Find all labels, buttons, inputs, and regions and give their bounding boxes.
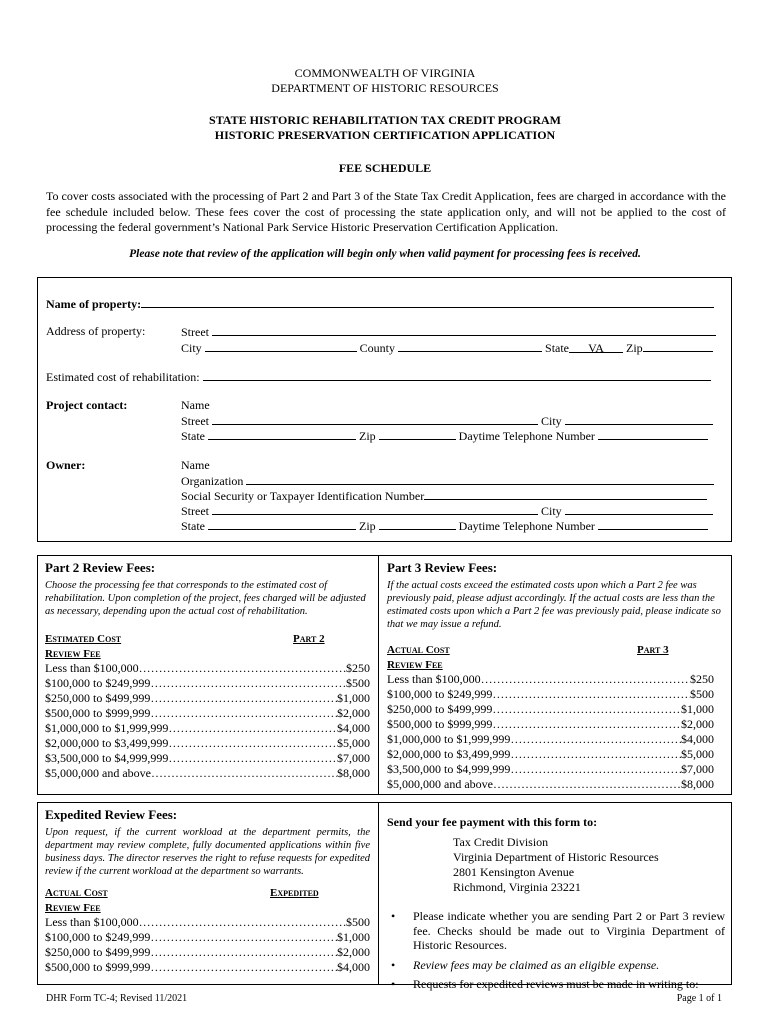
- fee-leader-dots: [139, 915, 346, 930]
- contact-phone-field[interactable]: [598, 428, 708, 440]
- owner-organization-row: [181, 473, 714, 488]
- fee-range: $500,000 to $999,999: [45, 960, 151, 974]
- commonwealth-line: COMMONWEALTH OF VIRGINIA: [294, 66, 476, 80]
- fee-row: [45, 706, 370, 721]
- fee-row: [45, 766, 370, 781]
- part3-fee-list: [387, 672, 725, 792]
- fee-row: [45, 945, 370, 960]
- fee-amount: $2,000: [337, 945, 370, 959]
- fee-leader-dots: [510, 732, 681, 747]
- part2-fee-list: [45, 661, 370, 781]
- fee-amount: $250: [690, 672, 714, 686]
- part2-head-right: Part 2: [293, 633, 325, 645]
- contact-phone-label: Daytime Telephone Number: [458, 429, 595, 443]
- fee-leader-dots: [492, 702, 681, 717]
- part3-head-right: Part 3: [637, 644, 669, 656]
- payment-bullets: [391, 909, 725, 992]
- fee-amount: $4,000: [337, 960, 370, 974]
- owner-state-field[interactable]: [208, 518, 356, 530]
- fee-row: [387, 747, 714, 762]
- part2-head-sub: Review Fee: [45, 648, 101, 660]
- state-label: State: [545, 341, 570, 355]
- page-number: Page 1 of 1: [676, 993, 722, 1004]
- expedited-divider: [378, 803, 379, 984]
- fee-range: $2,000,000 to $3,499,999: [45, 736, 169, 750]
- project-contact-label: Project contact:: [46, 398, 128, 412]
- owner-state-label: State: [181, 519, 205, 533]
- owner-street-label: Street: [181, 504, 209, 518]
- contact-city-label: City: [541, 414, 562, 428]
- fee-row: [387, 732, 714, 747]
- property-street-row: [181, 324, 716, 339]
- expedited-head-sub: Review Fee: [45, 902, 101, 914]
- contact-zip-label: Zip: [359, 429, 376, 443]
- part2-section: [45, 560, 370, 781]
- fee-amount: $1,000: [337, 930, 370, 944]
- owner-zip-field[interactable]: [379, 518, 456, 530]
- fee-range: Less than $100,000: [387, 672, 481, 686]
- bullet-text: Please indicate whether you are sending Part 2 or Part 3 review fee. Checks should be made out to Virginia Department of Historic Resources.: [413, 909, 725, 952]
- owner-ssn-row: [181, 488, 707, 503]
- fee-row: [45, 691, 370, 706]
- owner-street-row: [181, 503, 713, 518]
- fee-row: [387, 777, 714, 792]
- street-label: Street: [181, 325, 209, 339]
- fee-schedule-heading: FEE SCHEDULE: [338, 161, 432, 175]
- fee-amount: $7,000: [337, 751, 370, 765]
- address-of-property-label: Address of property:: [46, 324, 146, 338]
- bullet-icon: •: [391, 909, 396, 923]
- owner-name-label: Name: [181, 458, 210, 472]
- program-title-line2: HISTORIC PRESERVATION CERTIFICATION APPLICATION: [214, 128, 556, 142]
- expedited-title: Expedited Review Fees:: [45, 807, 178, 822]
- contact-state-row: [181, 428, 708, 443]
- contact-state-label: State: [181, 429, 205, 443]
- fee-range: $1,000,000 to $1,999,999: [387, 732, 511, 746]
- part3-title: Part 3 Review Fees:: [387, 560, 498, 575]
- part2-head-left: Estimated Cost: [45, 633, 122, 645]
- fee-row: [45, 915, 370, 930]
- address-line1: Tax Credit Division: [453, 835, 549, 849]
- fee-leader-dots: [168, 736, 337, 751]
- fee-amount: $1,000: [337, 691, 370, 705]
- fee-leader-dots: [150, 706, 337, 721]
- address-line2: Virginia Department of Historic Resources: [453, 850, 659, 864]
- fee-leader-dots: [492, 687, 690, 702]
- part3-table-header: [387, 643, 725, 657]
- payment-title: Send your fee payment with this form to:: [387, 815, 598, 829]
- program-title-line1: STATE HISTORIC REHABILITATION TAX CREDIT PROGRAM: [209, 113, 561, 127]
- fee-amount: $5,000: [337, 736, 370, 750]
- contact-name-label: Name: [181, 398, 210, 412]
- contact-state-field[interactable]: [208, 428, 356, 440]
- fee-range: $100,000 to $249,999: [45, 676, 151, 690]
- fee-leader-dots: [168, 721, 337, 736]
- fee-amount: $1,000: [681, 702, 714, 716]
- fee-row: [45, 661, 370, 676]
- owner-phone-label: Daytime Telephone Number: [458, 519, 595, 533]
- fee-leader-dots: [481, 672, 690, 687]
- fee-leader-dots: [139, 661, 346, 676]
- expedited-head-left: Actual Cost: [45, 887, 108, 899]
- fee-range: $3,500,000 to $4,999,999: [387, 762, 511, 776]
- fee-amount: $5,000: [681, 747, 714, 761]
- fee-range: $3,500,000 to $4,999,999: [45, 751, 169, 765]
- fees-divider: [378, 556, 379, 794]
- fee-leader-dots: [168, 751, 337, 766]
- estimated-cost-field[interactable]: [203, 369, 711, 381]
- contact-zip-field[interactable]: [379, 428, 456, 440]
- contact-street-field[interactable]: [212, 413, 538, 425]
- fee-amount: $4,000: [337, 721, 370, 735]
- fee-leader-dots: [150, 930, 337, 945]
- part2-table-header: [45, 632, 370, 646]
- fee-range: $1,000,000 to $1,999,999: [45, 721, 169, 735]
- property-city-field[interactable]: [205, 340, 357, 352]
- department-line: DEPARTMENT OF HISTORIC RESOURCES: [271, 81, 499, 95]
- fee-amount: $2,000: [681, 717, 714, 731]
- fee-range: $5,000,000 and above: [45, 766, 151, 780]
- expedited-section: [45, 807, 370, 975]
- property-info-box: [37, 277, 732, 542]
- zip-label: Zip: [626, 341, 643, 355]
- expedited-table-header: [45, 886, 370, 900]
- fee-range: Less than $100,000: [45, 661, 139, 675]
- payment-note: Please note that review of the application will begin only when valid payment for processing fees is received.: [129, 248, 641, 260]
- property-zip-field[interactable]: [643, 340, 713, 352]
- intro-paragraph: To cover costs associated with the processing of Part 2 and Part 3 of the State Tax Credit Application, fees are charged in accordance with the fee schedule included below. These fees cover the cost of processing the state application only, and will not be applied to the cost of processing the federal government’s National Park Service Historic Preservation Certification Application.: [46, 189, 726, 234]
- fee-range: $100,000 to $249,999: [387, 687, 493, 701]
- fee-amount: $500: [346, 915, 370, 929]
- fee-amount: $500: [346, 676, 370, 690]
- fee-row: [45, 721, 370, 736]
- bullet-item: [391, 909, 725, 953]
- review-fees-box: [37, 555, 732, 795]
- expedited-fees-box: [37, 802, 732, 991]
- owner-label: Owner:: [46, 458, 86, 472]
- estimated-cost-row: [46, 369, 711, 384]
- bullet-icon: •: [391, 977, 396, 991]
- bullet-text: Review fees may be claimed as an eligible expense.: [413, 957, 660, 972]
- part3-section: [387, 560, 725, 792]
- property-street-field[interactable]: [212, 324, 716, 336]
- fee-row: [45, 736, 370, 751]
- fee-amount: $250: [346, 661, 370, 675]
- expedited-head-right: Expedited: [270, 887, 319, 899]
- fee-row: [387, 717, 714, 732]
- fee-range: Less than $100,000: [45, 915, 139, 929]
- property-state-field[interactable]: VA: [569, 341, 623, 353]
- fee-row: [45, 960, 370, 975]
- contact-street-label: Street: [181, 414, 209, 428]
- agency-header: [0, 66, 770, 96]
- program-title: [0, 113, 770, 143]
- form-id: DHR Form TC-4; Revised 11/2021: [46, 993, 188, 1004]
- fee-leader-dots: [493, 777, 681, 792]
- expedited-description: Upon request, if the current workload at the department permits, the department may review complete, fully documented applications within five business days. The director reserves the right to refuse requests for expedited review if the current workload at the department so warrants.: [45, 827, 370, 877]
- fee-row: [45, 751, 370, 766]
- address-line4: Richmond, Virginia 23221: [453, 880, 581, 894]
- bullet-icon: •: [391, 957, 396, 972]
- fee-row: [387, 762, 714, 777]
- fee-range: $250,000 to $499,999: [45, 691, 151, 705]
- owner-ssn-field[interactable]: [424, 488, 707, 500]
- fee-amount: $7,000: [681, 762, 714, 776]
- part3-head-left: Actual Cost: [387, 644, 450, 656]
- bullet-item: [391, 958, 725, 973]
- mailing-address: [453, 835, 725, 895]
- fee-amount: $4,000: [681, 732, 714, 746]
- fee-leader-dots: [151, 766, 337, 781]
- fee-amount: $2,000: [337, 706, 370, 720]
- fee-range: $5,000,000 and above: [387, 777, 493, 791]
- owner-phone-field[interactable]: [598, 518, 708, 530]
- organization-label: Organization: [181, 474, 244, 488]
- property-city-row: [181, 340, 713, 355]
- fee-row: [45, 676, 370, 691]
- bullet-item: [391, 977, 725, 992]
- city-label: City: [181, 341, 202, 355]
- expedited-fee-list: [45, 915, 370, 975]
- owner-organization-field[interactable]: [246, 473, 714, 485]
- fee-range: $250,000 to $499,999: [45, 945, 151, 959]
- fee-amount: $500: [690, 687, 714, 701]
- county-label: County: [359, 341, 396, 355]
- fee-amount: $8,000: [337, 766, 370, 780]
- part3-head-sub: Review Fee: [387, 659, 443, 671]
- bullet-text: Requests for expedited reviews must be made in writing to:: [413, 977, 699, 991]
- owner-street-field[interactable]: [212, 503, 538, 515]
- fee-leader-dots: [150, 960, 337, 975]
- fee-leader-dots: [510, 747, 681, 762]
- fee-leader-dots: [510, 762, 681, 777]
- fee-amount: $8,000: [681, 777, 714, 791]
- fee-range: $500,000 to $999,999: [45, 706, 151, 720]
- property-county-field[interactable]: [398, 340, 542, 352]
- name-of-property-field[interactable]: [141, 296, 714, 308]
- payment-section: [387, 815, 725, 997]
- name-of-property-label: Name of property:: [46, 297, 142, 311]
- fee-leader-dots: [150, 945, 337, 960]
- part2-title: Part 2 Review Fees:: [45, 560, 156, 575]
- fee-range: $100,000 to $249,999: [45, 930, 151, 944]
- part2-description: Choose the processing fee that corresponds to the estimated cost of rehabilitation. Upon completion of the project, fees charged will be adjusted as necessary, depending upon the actual cost of rehabilitation.: [45, 580, 366, 617]
- name-of-property-row: [46, 296, 714, 311]
- owner-city-label: City: [541, 504, 562, 518]
- owner-state-row: [181, 518, 708, 533]
- part3-description: If the actual costs exceed the estimated costs upon which a Part 2 fee was previously paid, please adjust accordingly. If the actual costs are less than the estimated costs upon which a Part 2 fee was previously paid, please indicate so that we may issue a refund.: [387, 580, 721, 630]
- fee-row: [387, 672, 714, 687]
- fee-range: $500,000 to $999,999: [387, 717, 493, 731]
- contact-street-row: [181, 413, 713, 428]
- contact-city-field[interactable]: [565, 413, 713, 425]
- fee-row: [45, 930, 370, 945]
- fee-range: $250,000 to $499,999: [387, 702, 493, 716]
- address-line3: 2801 Kensington Avenue: [453, 865, 575, 879]
- fee-range: $2,000,000 to $3,499,999: [387, 747, 511, 761]
- fee-leader-dots: [150, 691, 337, 706]
- ssn-label: Social Security or Taxpayer Identification Number: [181, 489, 425, 503]
- fee-leader-dots: [492, 717, 681, 732]
- fee-row: [387, 687, 714, 702]
- fee-leader-dots: [150, 676, 346, 691]
- owner-city-field[interactable]: [565, 503, 713, 515]
- fee-row: [387, 702, 714, 717]
- owner-zip-label: Zip: [359, 519, 376, 533]
- estimated-cost-label: Estimated cost of rehabilitation:: [46, 370, 200, 384]
